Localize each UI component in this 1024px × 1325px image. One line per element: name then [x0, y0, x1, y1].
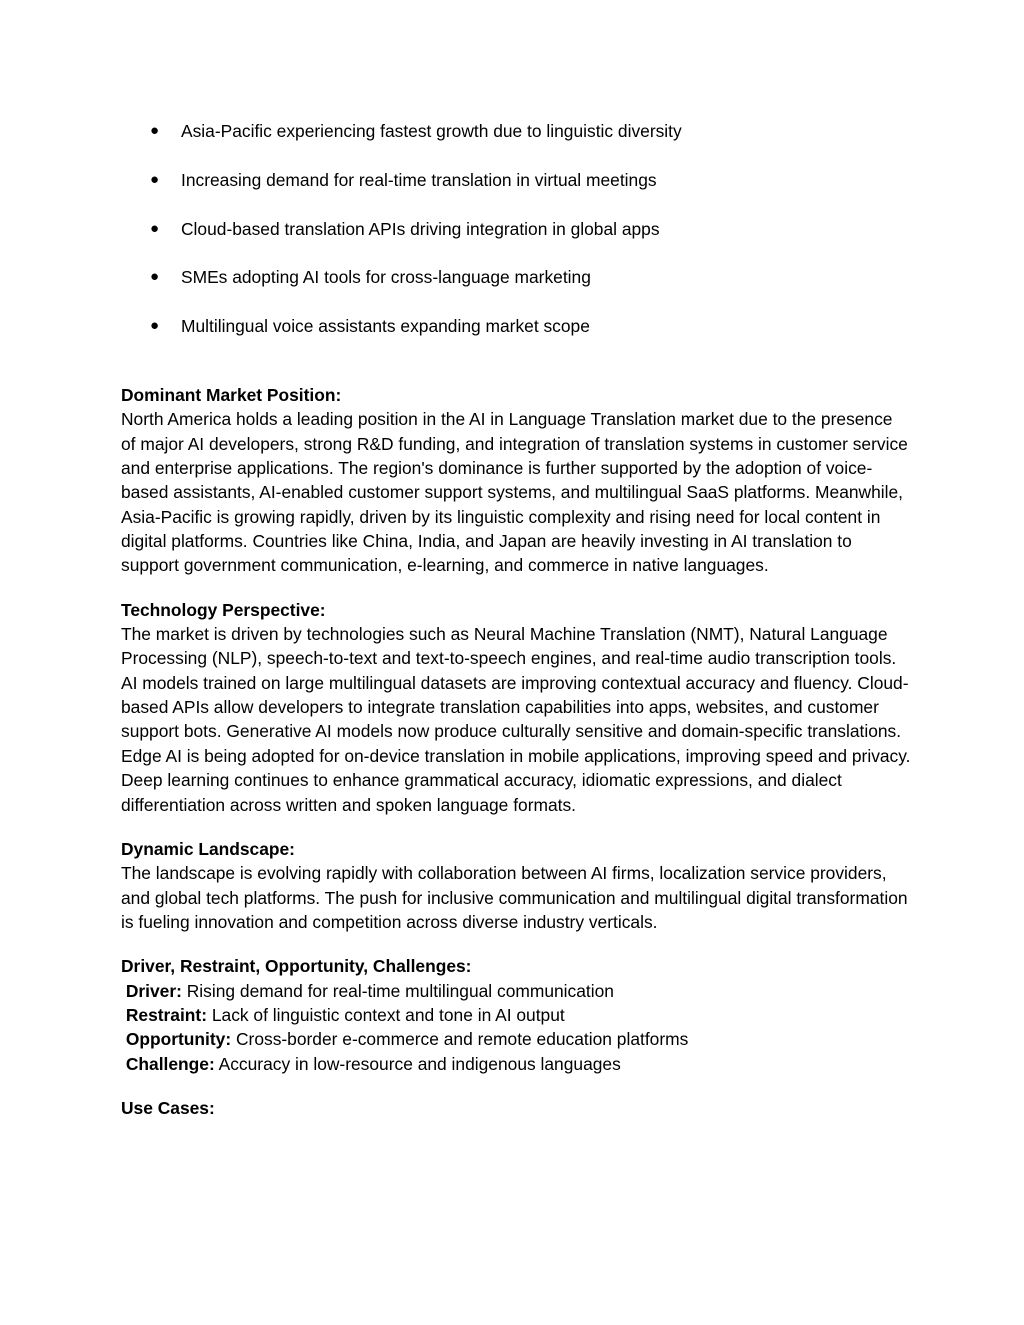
driver-line [121, 979, 911, 1003]
technology-section [121, 598, 911, 817]
dynamic-landscape-section [121, 837, 911, 934]
bullet-text: SMEs adopting AI tools for cross-language marketing [181, 267, 591, 288]
bullet-text: Increasing demand for real-time translation in virtual meetings [181, 169, 657, 190]
driver-label: Driver: [125, 980, 182, 1001]
section-heading: Driver, Restraint, Opportunity, Challenges: [121, 956, 472, 977]
opportunity-label: Opportunity: [125, 1029, 232, 1050]
challenge-line [121, 1052, 911, 1076]
list-item [150, 265, 910, 314]
section-paragraph: The market is driven by technologies such as Neural Machine Translation (NMT), Natural Language Processing (NLP), speech-to-text and text-to-speech engines, and real-time audio transcription tools. AI models trained on large multilingual datasets are improving contextual accuracy and fluency. Cloud-based APIs allow developers to integrate translation capabilities into apps, websites, and customer support bots. Generative AI models now produce culturally sensitive and domain-specific translations. Edge AI is being adopted for on-device translation in mobile applications, improving speed and privacy. Deep learning continues to enhance grammatical accuracy, idiomatic expressions, and dialect differentiation across written and spoken language formats. [121, 624, 911, 815]
bullet-text: Multilingual voice assistants expanding market scope [181, 316, 590, 337]
challenge-text: Accuracy in low-resource and indigenous languages [214, 1053, 621, 1074]
section-paragraph: North America holds a leading position in the AI in Language Translation market due to the presence of major AI developers, strong R&D funding, and integration of translation systems in customer service and enterprise applications. The region's dominance is further supported by the adoption of voice-based assistants, AI-enabled customer support systems, and multilingual SaaS platforms. Meanwhile, Asia-Pacific is growing rapidly, driven by its linguistic complexity and rising need for local content in digital platforms. Countries like China, India, and Japan are heavily investing in AI translation to support government communication, e-learning, and commerce in native languages. [121, 409, 908, 576]
bullet-icon: ● [150, 170, 160, 188]
bullet-icon: ● [150, 268, 160, 286]
use-cases-section [121, 1096, 911, 1120]
document-body [121, 383, 911, 1140]
driver-text: Rising demand for real-time multilingual communication [181, 980, 614, 1001]
section-paragraph: The landscape is evolving rapidly with collaboration between AI firms, localization service providers, and global tech platforms. The push for inclusive communication and multilingual digital transformation is fueling innovation and competition across diverse industry verticals. [121, 863, 908, 932]
section-heading: Technology Perspective: [121, 599, 326, 620]
bullet-icon: ● [150, 122, 160, 139]
opportunity-line [121, 1027, 911, 1051]
drivers-section [121, 954, 911, 1076]
list-item [150, 119, 910, 168]
restraint-label: Restraint: [125, 1004, 208, 1025]
section-heading: Dominant Market Position: [121, 385, 342, 405]
bullet-icon: ● [150, 219, 160, 237]
list-item [150, 168, 910, 217]
bullet-text: Cloud-based translation APIs driving integration in global apps [181, 218, 660, 239]
section-heading: Use Cases: [121, 1097, 215, 1118]
opportunity-text: Cross-border e-commerce and remote education platforms [231, 1029, 689, 1050]
section-heading: Dynamic Landscape: [121, 838, 295, 859]
restraint-text: Lack of linguistic context and tone in AI output [207, 1004, 565, 1025]
restraint-line [121, 1003, 911, 1027]
list-item [150, 314, 910, 363]
trend-bullet-list [150, 119, 910, 363]
list-item [150, 217, 910, 266]
challenge-label: Challenge: [125, 1053, 215, 1074]
dominant-market-section [121, 383, 911, 578]
bullet-text: Asia-Pacific experiencing fastest growth due to linguistic diversity [181, 121, 682, 141]
bullet-icon: ● [150, 317, 160, 335]
